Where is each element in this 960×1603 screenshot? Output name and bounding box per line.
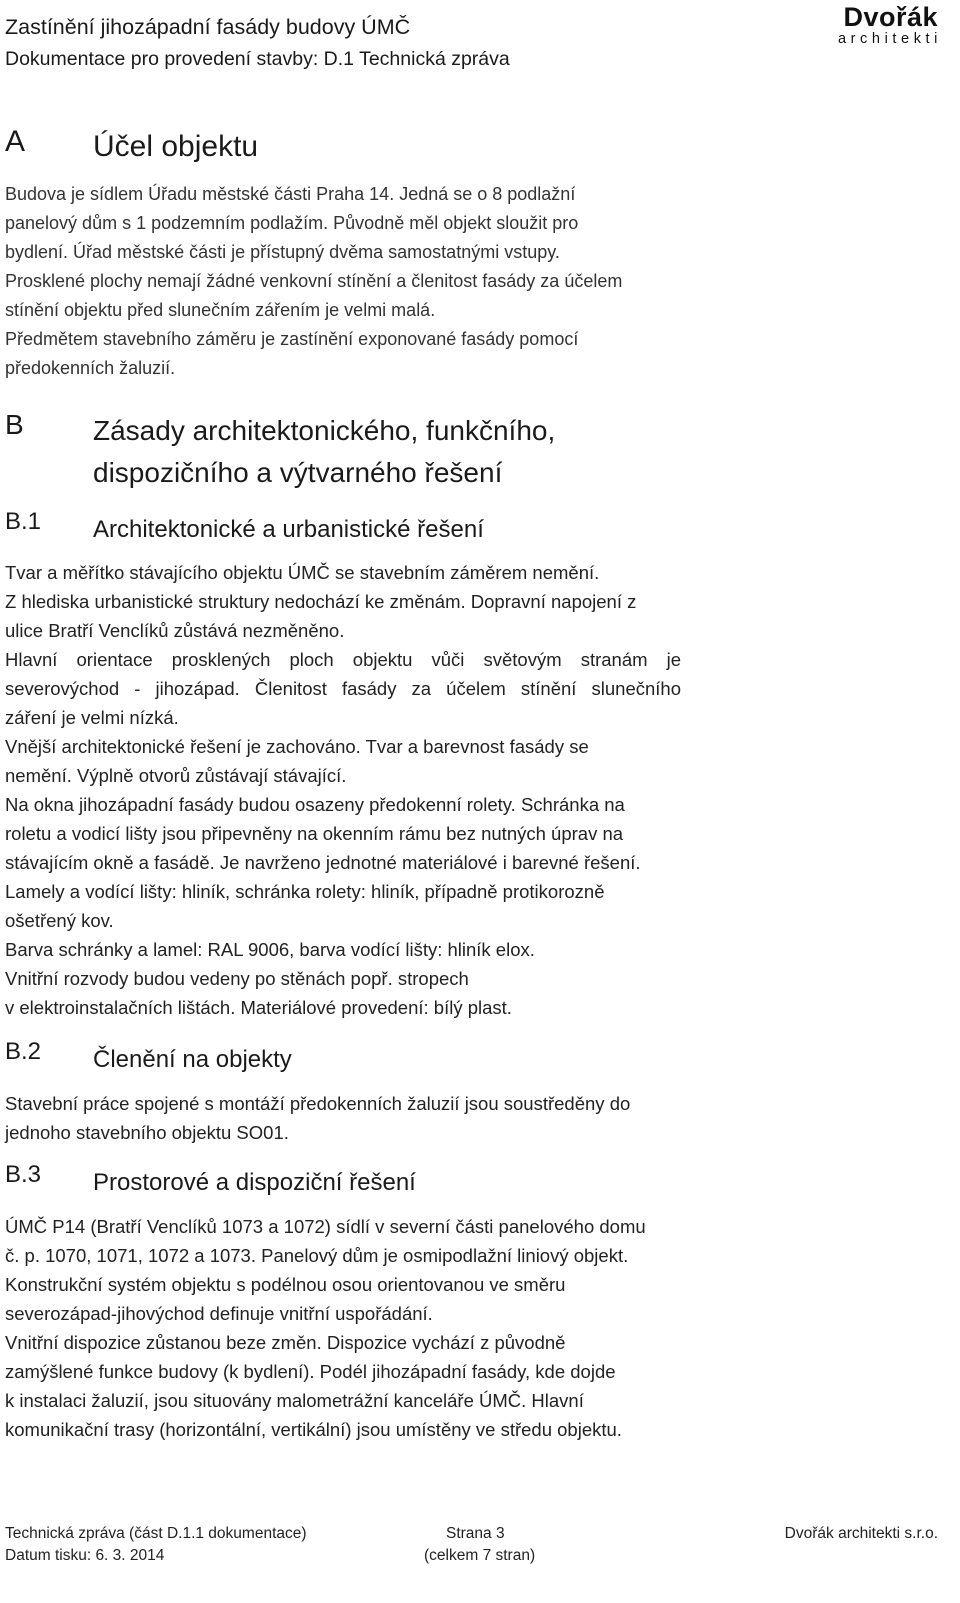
logo-sub-text: architekti <box>837 31 942 47</box>
section-a-line: stínění objektu před slunečním zářením je velmi malá. <box>5 300 436 320</box>
section-b3-title: Prostorové a dispoziční řešení <box>93 1169 416 1196</box>
section-b1-line: Tvar a měřítko stávajícího objektu ÚMČ se stavebním záměrem nemění. <box>5 562 600 583</box>
section-b-number: B <box>5 409 24 440</box>
section-b1-line: severovýchod - jihozápad. Členitost fasády za účelem stínění slunečního <box>5 678 681 699</box>
section-b1-line: nemění. Výplně otvorů zůstávají stávající. <box>5 765 347 786</box>
section-b1-line: Vnitřní rozvody budou vedeny po stěnách popř. stropech <box>5 968 469 989</box>
section-b1-line: Z hlediska urbanistické struktury nedochází ke změnám. Dopravní napojení z <box>5 591 637 612</box>
section-a-line: bydlení. Úřad městské části je přístupný dvěma samostatnými vstupy. <box>5 242 560 262</box>
section-b1-line: Na okna jihozápadní fasády budou osazeny předokenní rolety. Schránka na <box>5 794 625 815</box>
section-b1-line: Hlavní orientace prosklených ploch objektu vůči světovým stranám je <box>5 649 681 670</box>
section-b-title-line2: dispozičního a výtvarného řešení <box>93 457 503 488</box>
section-a-line: Prosklené plochy nemají žádné venkovní stínění a členitost fasády za účelem <box>5 271 623 291</box>
section-b3-line: Vnitřní dispozice zůstanou beze změn. Dispozice vychází z původně <box>5 1332 566 1353</box>
section-b-title-line1: Zásady architektonického, funkčního, <box>93 415 556 446</box>
section-b2-title: Členění na objekty <box>93 1046 292 1073</box>
section-b3-line: k instalaci žaluzií, jsou situovány malometrážní kanceláře ÚMČ. Hlavní <box>5 1390 584 1411</box>
section-a-number: A <box>5 125 26 158</box>
section-a-line: předokenních žaluzií. <box>5 358 176 378</box>
section-a-line: Předmětem stavebního záměru je zastínění exponované fasády pomocí <box>5 329 579 349</box>
logo-main-text: Dvořák <box>843 2 938 32</box>
section-b2-number: B.2 <box>5 1038 42 1065</box>
document-title: Zastínění jihozápadní fasády budovy ÚMČ <box>5 15 411 39</box>
footer-print-date: Datum tisku: 6. 3. 2014 <box>5 1547 165 1564</box>
section-b1-number: B.1 <box>5 508 42 535</box>
section-b1-title: Architektonické a urbanistické řešení <box>93 516 484 543</box>
section-b3-line: ÚMČ P14 (Bratří Venclíků 1073 a 1072) sídlí v severní části panelového domu <box>5 1216 646 1237</box>
section-b3-number: B.3 <box>5 1161 42 1188</box>
section-b1-line: ulice Bratří Venclíků zůstává nezměněno. <box>5 620 345 641</box>
section-b3-line: Konstrukční systém objektu s podélnou osou orientovanou ve směru <box>5 1274 566 1295</box>
section-b1-line: v elektroinstalačních lištách. Materiálové provedení: bílý plast. <box>5 997 512 1018</box>
section-b1-line: Barva schránky a lamel: RAL 9006, barva vodící lišty: hliník elox. <box>5 939 535 960</box>
section-b1-line: Lamely a vodící lišty: hliník, schránka rolety: hliník, případně protikorozně <box>5 881 605 902</box>
section-b3-line: zamýšlené funkce budovy (k bydlení). Podél jihozápadní fasády, kde dojde <box>5 1361 616 1382</box>
section-b3-line: komunikační trasy (horizontální, vertikální) jsou umístěny ve středu objektu. <box>5 1419 622 1440</box>
section-b2-line: Stavební práce spojené s montáží předokenních žaluzií jsou soustředěny do <box>5 1093 631 1114</box>
section-b2-line: jednoho stavebního objektu SO01. <box>5 1122 289 1143</box>
section-b3-line: č. p. 1070, 1071, 1072 a 1073. Panelový dům je osmipodlažní liniový objekt. <box>5 1245 629 1266</box>
footer-doc-part: Technická zpráva (část D.1.1 dokumentace) <box>5 1525 307 1542</box>
footer-company: Dvořák architekti s.r.o. <box>784 1525 938 1542</box>
document-subtitle: Dokumentace pro provedení stavby: D.1 Technická zpráva <box>5 48 510 70</box>
section-b1-line: Vnější architektonické řešení je zachováno. Tvar a barevnost fasády se <box>5 736 589 757</box>
footer-page-count: (celkem 7 stran) <box>424 1547 536 1564</box>
company-logo <box>837 2 942 47</box>
section-b1-line: roletu a vodicí lišty jsou připevněny na okenním rámu bez nutných úprav na <box>5 823 624 844</box>
section-b3-line: severozápad-jihovýchod definuje vnitřní uspořádání. <box>5 1303 433 1324</box>
section-a-line: panelový dům s 1 podzemním podlažím. Původně měl objekt sloužit pro <box>5 213 579 233</box>
section-b1-line: stávajícím okně a fasádě. Je navrženo jednotné materiálové i barevné řešení. <box>5 852 641 873</box>
section-a-line: Budova je sídlem Úřadu městské části Praha 14. Jedná se o 8 podlažní <box>5 184 576 204</box>
section-b1-line: ošetřený kov. <box>5 910 114 931</box>
footer-page-number: Strana 3 <box>446 1525 505 1542</box>
section-a-title: Účel objektu <box>93 130 259 163</box>
section-b1-line: záření je velmi nízká. <box>5 707 179 728</box>
